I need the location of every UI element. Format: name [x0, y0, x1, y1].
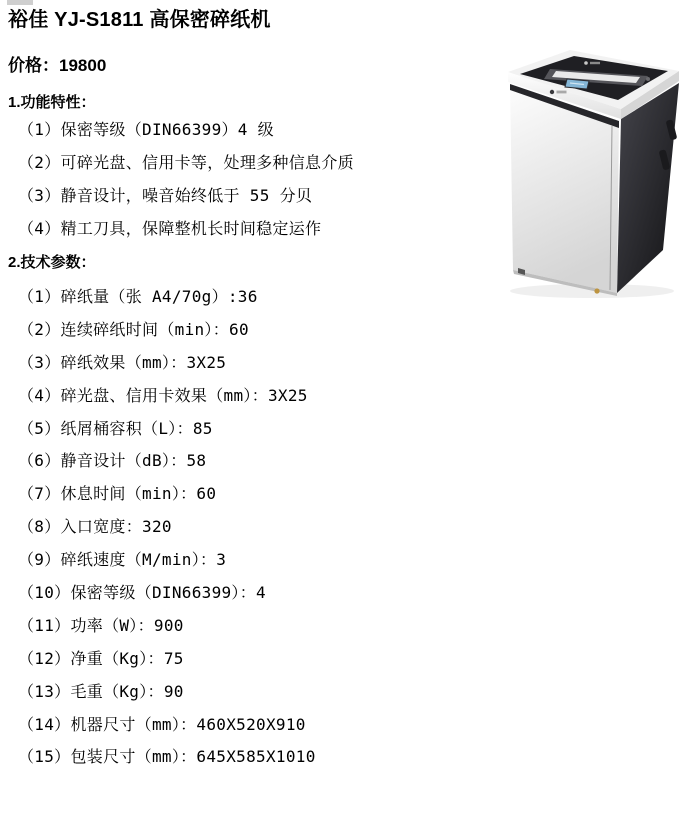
section-heading-specs: 2.技术参数：	[8, 254, 96, 271]
product-title: 裕佳 YJ-S1811 高保密碎纸机	[8, 9, 271, 31]
feature-item: （1）保密等级（DIN66399）4 级	[18, 120, 274, 139]
feature-item: （2）可碎光盘、信用卡等，处理多种信息介质	[18, 153, 354, 172]
spec-item: （8）入口宽度：320	[18, 517, 172, 537]
section-heading-features: 1.功能特性：	[8, 94, 96, 111]
product-photo-shredder	[492, 38, 692, 303]
caster-wheel	[594, 288, 599, 293]
feature-list	[18, 113, 354, 245]
spec-item: （7）休息时间（min）：60	[18, 484, 217, 504]
spec-item: （6）静音设计（dB）：58	[18, 451, 207, 471]
front-band-logo-text	[557, 91, 567, 94]
spec-item: （10）保密等级（DIN66399）：4	[18, 583, 266, 603]
spec-item: （13）毛重（Kg）：90	[18, 681, 184, 701]
spec-item: （5）纸屑桶容积（L）：85	[18, 418, 213, 438]
spec-item: （1）碎纸量（张 A4/70g）:36	[18, 287, 258, 306]
top-panel-logo-icon	[584, 61, 588, 65]
spec-list	[18, 281, 316, 774]
shredder-front-door	[510, 84, 619, 293]
spec-item: （3）碎纸效果（mm）：3X25	[18, 352, 227, 372]
spec-item: （12）净重（Kg）：75	[18, 648, 184, 668]
top-panel-logo-text	[590, 62, 600, 64]
front-band-logo-icon	[550, 90, 554, 94]
price-line	[8, 55, 106, 77]
price-label: 价格：	[8, 56, 59, 75]
feature-item: （3）静音设计，噪音始终低于 55 分贝	[18, 186, 313, 205]
spec-item: （4）碎光盘、信用卡效果（mm）：3X25	[18, 385, 308, 405]
feature-item: （4）精工刀具，保障整机长时间稳定运作	[18, 219, 322, 238]
panel-button	[646, 77, 650, 81]
price-value: 19800	[59, 56, 107, 75]
spec-item: （9）碎纸速度（M/min）：3	[18, 550, 227, 570]
spec-item: （14）机器尺寸（mm）：460X520X910	[18, 714, 306, 734]
spec-item: （2）连续碎纸时间（min）：60	[18, 319, 249, 339]
screenshot-edge-artifact	[7, 0, 33, 5]
spec-item: （11）功率（W）：900	[18, 615, 184, 635]
spec-item: （15）包装尺寸（mm）：645X585X1010	[18, 747, 316, 767]
